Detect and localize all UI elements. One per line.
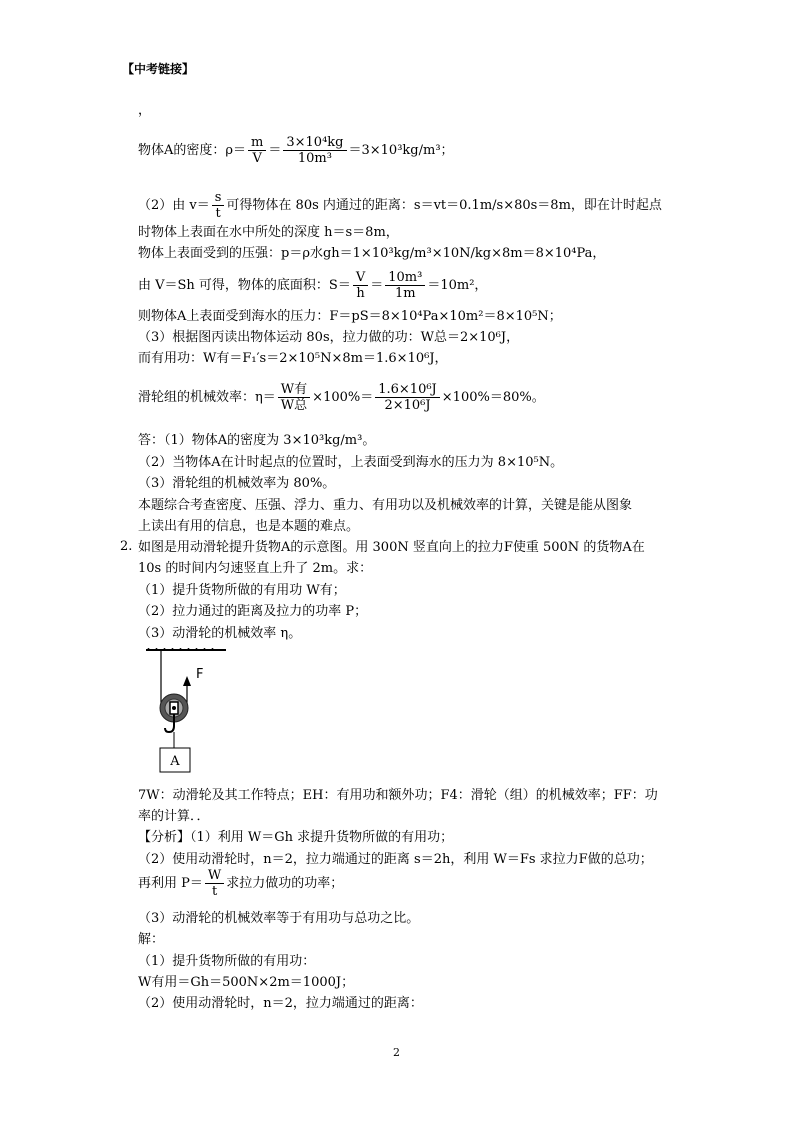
question-item-1: （1）提升货物所做的有用功 W有；	[138, 583, 346, 598]
analysis-4: （3）动滑轮的机械效率等于有用功与总功之比。	[138, 911, 420, 926]
area-line: 由 V＝Sh 可得，物体的底面积：S＝ $\frac{V}{h}$ ＝ $\frac{\text{10m³}}{1m}$ ＝10m²，	[138, 270, 488, 301]
pressure-line: 物体上表面受到的压强：p＝ρ水gh＝1×10³kg/m³×10N/kg×8m＝8×10⁴Pa，	[138, 246, 606, 261]
pulley-axle	[172, 706, 176, 710]
section-header: 【中考链接】	[122, 62, 195, 76]
solution-label: 解：	[138, 932, 165, 947]
force-label: F	[196, 667, 204, 682]
work-useful-line: 而有用功：W有＝F₁′s＝2×10⁵N×8m＝1.6×10⁶J，	[138, 351, 448, 366]
answer-2: （2）当物体A在计时起点的位置时，上表面受到海水的压力为 8×10⁵N。	[138, 455, 564, 470]
distance-line-1: （2）由 v＝ $\frac{s}{t}$ 可得物体在 80s 内通过的距离：s＝vt＝0.1m/s×80s＝8m，即在计时起点	[138, 190, 662, 221]
force-arrow	[183, 676, 191, 686]
comma: ，	[138, 103, 152, 118]
force-line: 则物体A上表面受到海水的压力：F＝pS＝8×10⁴Pa×10m²＝8×10⁵N；	[138, 309, 562, 324]
question-line-2: 10s 的时间内匀速竖直上升了 2m。求：	[138, 561, 373, 576]
analysis-1: 【分析】（1）利用 W＝Gh 求提升货物所做的有用功；	[138, 830, 454, 845]
solution-1: （1）提升货物所做的有用功：	[138, 954, 316, 969]
pulley-diagram	[146, 648, 226, 778]
summary-2: 上读出有用的信息，也是本题的难点。	[138, 519, 360, 534]
distance-line-2: 时物体上表面在水中所处的深度 h＝s＝8m，	[138, 225, 399, 240]
analysis-2: （2）使用动滑轮时，n＝2，拉力端通过的距离 s＝2h，利用 W＝Fs 求拉力F做的总功；	[138, 852, 653, 867]
efficiency-line: 滑轮组的机械效率：η＝ $\frac{\text{W有}}{\text{W总}}$ ×100%＝ $\frac{\text{1.6×10⁶J}}{\text{2×10⁶J}}$ ×100%＝80%。	[138, 382, 545, 413]
density-line: 物体A的密度：ρ＝ $\frac{m}{V}$ ＝ $\frac{\text{3×10⁴kg}}{\text{10m³}}$ ＝3×10³kg/m³；	[138, 135, 454, 166]
question-item-2: （2）拉力通过的距离及拉力的功率 P；	[138, 604, 368, 619]
answer-3: （3）滑轮组的机械效率为 80%。	[138, 476, 336, 491]
summary-1: 本题综合考查密度、压强、浮力、重力、有用功以及机械效率的计算，关键是能从图象	[138, 498, 633, 513]
tags-line-2: 率的计算．．	[138, 809, 210, 824]
question-item-3: （3）动滑轮的机械效率 η。	[138, 626, 302, 641]
analysis-3: 再利用 P＝ $\frac{W}{t}$ 求拉力做功的功率；	[138, 868, 344, 899]
page-number: 2	[393, 1046, 400, 1059]
work-total-line: （3）根据图丙读出物体运动 80s，拉力做的功：W总＝2×10⁶J，	[138, 330, 520, 345]
answer-1: 答：（1）物体A的密度为 3×10³kg/m³。	[138, 433, 376, 448]
tags-line-1: 7W：动滑轮及其工作特点；EH：有用功和额外功；F4：滑轮（组）的机械效率；FF：功	[138, 788, 658, 803]
cargo-label: A	[170, 754, 180, 769]
question-line-1: 如图是用动滑轮提升货物A的示意图。用 300N 竖直向上的拉力F使重 500N 的货物A在	[138, 540, 645, 555]
question-number: 2.	[120, 539, 133, 554]
solution-3: （2）使用动滑轮时，n＝2，拉力端通过的距离：	[138, 996, 423, 1011]
solution-2: W有用＝Gh＝500N×2m＝1000J；	[138, 975, 355, 990]
